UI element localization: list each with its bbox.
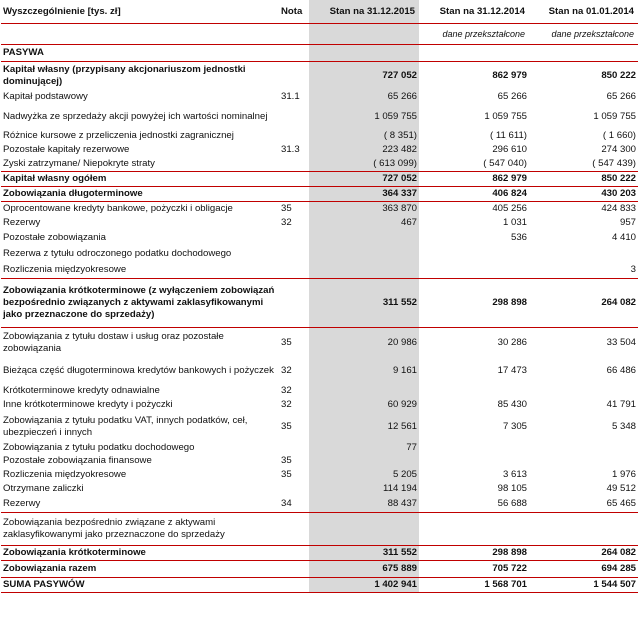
row-note: 35: [281, 455, 292, 466]
table-row: [1, 279, 638, 328]
row-note: [277, 578, 309, 593]
row-value-2014: [419, 246, 529, 262]
row-note: [277, 246, 309, 262]
row-note: [277, 262, 309, 279]
row-value-2014: 7 305: [502, 421, 527, 432]
row-description: Kapitał własny ogółem: [1, 172, 277, 187]
row-value-2013: 41 791: [606, 399, 636, 410]
row-description: Pozostałe kapitały rezerwowe: [3, 144, 130, 155]
row-value-2015: [309, 455, 419, 467]
row-value-2014: 98 105: [497, 483, 527, 494]
row-value-2014: 298 898: [419, 546, 529, 561]
row-description: Zobowiązania z tytułu podatku VAT, innych podatków, ceł, ubezpieczeń i innych: [3, 415, 248, 438]
row-description: Zobowiązania długoterminowe: [1, 187, 277, 202]
row-note: 32: [281, 365, 292, 376]
row-value-2014: 56 688: [497, 498, 527, 509]
row-description: Rezerwy: [3, 217, 41, 228]
row-value-2015: 60 929: [309, 397, 419, 413]
row-value-2015: 467: [309, 216, 419, 230]
row-description: Rozliczenia międzyokresowe: [3, 264, 127, 275]
row-description: Rezerwa z tytułu odroczonego podatku dochodowego: [3, 248, 232, 259]
row-description: Krótkoterminowe kredyty odnawialne: [3, 384, 160, 396]
table-row: [1, 104, 638, 129]
table-row: [1, 397, 638, 413]
row-value-2015: 727 052: [309, 172, 419, 187]
table-row: [1, 262, 638, 279]
row-note: [277, 104, 309, 129]
row-value-2013: 264 082: [529, 546, 638, 561]
row-value-2015: 88 437: [309, 496, 419, 513]
row-value-2015: 364 337: [309, 187, 419, 202]
row-value-2013: ( 1 660): [602, 130, 636, 141]
row-description: Otrzymane zaliczki: [3, 483, 84, 494]
row-note: [277, 441, 309, 455]
section-title: PASYWA: [1, 45, 277, 62]
row-description: Rezerwy: [3, 498, 41, 509]
row-note: [277, 172, 309, 187]
row-value-2014: 406 824: [419, 187, 529, 202]
header-note: Nota: [277, 0, 309, 24]
row-value-2013: 49 512: [606, 483, 636, 494]
row-value-2013: 957: [619, 217, 636, 228]
row-description: Zobowiązania z tytułu dostaw i usług oraz pozostałe zobowiązania: [3, 331, 224, 354]
row-description: Zobowiązania z tytułu podatku dochodowego: [3, 442, 195, 453]
row-value-2015: 65 266: [309, 90, 419, 104]
row-description: Nadwyżka ze sprzedaży akcji powyżej ich wartości nominalnej: [3, 110, 268, 122]
row-description: Kapitał podstawowy: [3, 91, 88, 102]
row-value-2015: 9 161: [309, 358, 419, 384]
row-description: Zyski zatrzymane/ Niepokryte straty: [3, 158, 155, 169]
table-row: [1, 561, 638, 578]
row-note: [277, 129, 309, 143]
row-note: 35: [281, 337, 292, 348]
row-description: Zobowiązania krótkoterminowe: [1, 546, 277, 561]
row-description: Zobowiązania razem: [1, 561, 277, 578]
row-note: 34: [281, 498, 292, 509]
row-value-2014: 296 610: [492, 144, 527, 155]
row-description: Inne krótkoterminowe kredyty i pożyczki: [3, 399, 173, 410]
row-note: [277, 187, 309, 202]
row-value-2015: 12 561: [309, 413, 419, 441]
row-value-2014: 536: [510, 232, 527, 243]
row-value-2014: [419, 455, 529, 467]
table-row: [1, 384, 638, 397]
row-description: Zobowiązania krótkoterminowe (z wyłączeniem zobowiązań bezpośrednio związanych z aktywami zaklasyfikowanymi jako przeznaczone do sprzedaży): [1, 279, 277, 328]
row-value-2014: 3 613: [502, 468, 527, 480]
row-value-2015: ( 8 351): [309, 129, 419, 143]
row-note: [277, 482, 309, 496]
row-note: 32: [281, 217, 292, 228]
row-description: Pozostałe zobowiązania: [3, 232, 106, 243]
row-value-2015: 311 552: [309, 279, 419, 328]
row-value-2013: [529, 513, 638, 546]
row-value-2015: [309, 384, 419, 397]
row-note: 31.1: [281, 91, 300, 102]
table-row: [1, 358, 638, 384]
row-value-2013: 850 222: [601, 70, 636, 81]
row-value-2014: 1 031: [502, 217, 527, 228]
row-value-2014: [419, 384, 529, 397]
row-note: [277, 279, 309, 328]
row-value-2013: 424 833: [601, 203, 636, 214]
row-value-2013: 5 348: [611, 421, 636, 432]
row-value-2013: 65 266: [606, 91, 636, 102]
row-note: 35: [281, 468, 292, 480]
row-value-2014: [419, 513, 529, 546]
row-value-2015: [309, 262, 419, 279]
row-value-2014: [419, 262, 529, 279]
row-description: Rozliczenia międzyokresowe: [3, 468, 127, 480]
table-row: [1, 578, 638, 593]
row-value-2013: 694 285: [529, 561, 638, 578]
row-value-2014: [419, 441, 529, 455]
row-value-2014: ( 547 040): [483, 158, 527, 169]
row-value-2013: 1 544 507: [529, 578, 638, 593]
row-value-2014: 85 430: [497, 399, 527, 410]
row-note: [277, 230, 309, 246]
row-note: [277, 513, 309, 546]
row-description: Pozostałe zobowiązania finansowe: [3, 455, 152, 466]
row-value-2014: 65 266: [497, 91, 527, 102]
row-value-2013: [529, 384, 638, 397]
row-note: [277, 561, 309, 578]
table-row: [1, 246, 638, 262]
subheader-2013: dane przekształcone: [551, 29, 634, 39]
table-row: [1, 172, 638, 187]
row-value-2015: 1 402 941: [309, 578, 419, 593]
table-row: [1, 513, 638, 546]
row-value-2015: 5 205: [309, 467, 419, 482]
table-row: [1, 216, 638, 230]
row-note: 35: [281, 203, 292, 214]
row-description: SUMA PASYWÓW: [1, 578, 277, 593]
header-row: [1, 0, 638, 24]
row-value-2013: 65 465: [606, 498, 636, 509]
row-value-2015: 363 870: [309, 202, 419, 217]
row-value-2014: 862 979: [492, 70, 527, 81]
row-value-2013: 1 976: [611, 468, 636, 480]
row-value-2013: 264 082: [529, 279, 638, 328]
table-row: [1, 202, 638, 217]
header-2015: Stan na 31.12.2015: [309, 0, 419, 24]
header-description: Wyszczególnienie [tys. zł]: [1, 0, 277, 24]
table-row: [1, 143, 638, 157]
row-note: [277, 62, 309, 91]
table-row: [1, 230, 638, 246]
table-row: [1, 482, 638, 496]
row-value-2015: 223 482: [309, 143, 419, 157]
subheader-row: [1, 24, 638, 45]
table-row: [1, 62, 638, 91]
row-description: Oprocentowane kredyty bankowe, pożyczki i obligacje: [3, 203, 233, 214]
row-value-2014: 862 979: [419, 172, 529, 187]
row-value-2015: 1 059 755: [309, 104, 419, 129]
row-value-2014: 30 286: [497, 337, 527, 348]
row-value-2013: 3: [630, 264, 636, 275]
row-description: Kapitał własny (przypisany akcjonariuszom jednostki dominującej): [3, 64, 246, 87]
row-value-2013: 850 222: [529, 172, 638, 187]
table-row: [1, 496, 638, 513]
row-value-2014: ( 11 611): [490, 130, 527, 141]
header-2014: Stan na 31.12.2014: [419, 0, 529, 24]
row-note: 32: [281, 399, 292, 410]
row-description: Różnice kursowe z przeliczenia jednostki zagranicznej: [3, 130, 234, 141]
row-value-2013: 33 504: [606, 337, 636, 348]
row-value-2013: 4 410: [611, 232, 636, 243]
table-row: [1, 467, 638, 482]
table-row: [1, 413, 638, 441]
row-value-2015: 311 552: [309, 546, 419, 561]
row-value-2014: 1 059 755: [484, 110, 527, 122]
table-row: [1, 157, 638, 172]
row-description: Bieżąca część długoterminowa kredytów bankowych i pożyczek: [3, 365, 274, 376]
row-value-2015: [309, 230, 419, 246]
row-value-2014: 1 568 701: [419, 578, 529, 593]
table-row: [1, 328, 638, 359]
row-value-2013: ( 547 439): [592, 158, 636, 169]
row-value-2015: 77: [309, 441, 419, 455]
row-note: 31.3: [281, 144, 300, 155]
subheader-2014: dane przekształcone: [442, 29, 525, 39]
row-note: [277, 157, 309, 172]
row-value-2015: 114 194: [309, 482, 419, 496]
row-value-2015: [309, 513, 419, 546]
row-value-2015: [309, 246, 419, 262]
table-row: [1, 455, 638, 467]
row-value-2013: [529, 441, 638, 455]
table-row: [1, 187, 638, 202]
table-row: [1, 90, 638, 104]
row-value-2015: 727 052: [309, 62, 419, 91]
row-value-2013: 274 300: [601, 144, 636, 155]
row-value-2013: 66 486: [606, 365, 636, 376]
section-row: [1, 45, 638, 62]
row-value-2013: 430 203: [529, 187, 638, 202]
row-value-2013: [529, 455, 638, 467]
header-2013: Stan na 01.01.2014: [529, 0, 638, 24]
liabilities-table: [1, 0, 638, 593]
table-row: [1, 546, 638, 561]
balance-sheet: [1, 0, 638, 593]
row-value-2015: 20 986: [309, 328, 419, 359]
row-value-2013: [529, 246, 638, 262]
row-value-2014: 405 256: [492, 203, 527, 214]
row-note: 35: [281, 421, 292, 432]
table-row: [1, 441, 638, 455]
row-note: 32: [281, 384, 292, 396]
row-description: Zobowiązania bezpośrednio związane z aktywami zaklasyfikowanymi jako przeznaczone do sprzedaży: [1, 513, 277, 546]
table-row: [1, 129, 638, 143]
row-note: [277, 546, 309, 561]
row-value-2015: 675 889: [309, 561, 419, 578]
row-value-2014: 705 722: [419, 561, 529, 578]
row-value-2014: 298 898: [419, 279, 529, 328]
row-value-2015: ( 613 099): [309, 157, 419, 172]
row-value-2014: 17 473: [497, 365, 527, 376]
row-value-2013: 1 059 755: [593, 110, 636, 122]
